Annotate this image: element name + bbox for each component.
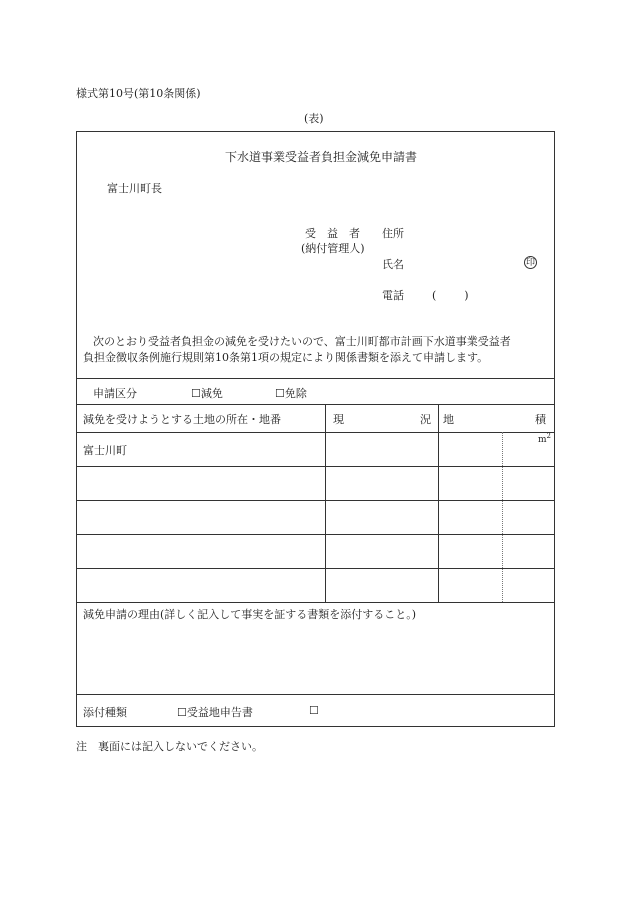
attachment-declaration-checkbox[interactable]: ☐受益地申告書	[177, 706, 253, 719]
address-label: 住所	[382, 227, 404, 240]
category-reduction-checkbox[interactable]: ☐減免	[191, 387, 223, 400]
front-label: (表)	[304, 112, 324, 125]
col-area-header-a: 地	[443, 413, 454, 426]
phone-parens: ( )	[432, 289, 471, 302]
role-label: 受 益 者	[305, 227, 360, 240]
attachment-label: 添付種類	[83, 706, 127, 719]
col-area-header-b: 積	[535, 413, 546, 426]
col-status-header-a: 現	[333, 413, 344, 426]
body-text-line-1: 次のとおり受益者負担金の減免を受けたいので、富士川町都市計画下水道事業受益者	[93, 335, 511, 348]
col-location-header: 減免を受けようとする土地の所在・地番	[83, 413, 281, 426]
role-sublabel: (納付管理人)	[301, 242, 365, 255]
form-title: 下水道事業受益者負担金減免申請書	[225, 150, 418, 164]
col-status-header-b: 況	[420, 413, 431, 426]
seal-mark-icon: 印	[525, 258, 535, 268]
form-number: 様式第10号(第10条関係)	[76, 87, 201, 100]
name-label: 氏名	[382, 258, 404, 271]
attachment-other-checkbox[interactable]: ☐	[309, 704, 319, 717]
addressee: 富士川町長	[107, 182, 162, 195]
footer-note: 注 裏面には記入しないでください。	[76, 740, 263, 753]
category-label: 申請区分	[93, 387, 137, 400]
reason-label: 減免申請の理由(詳しく記入して事実を証する書類を添付すること。)	[83, 608, 417, 621]
category-exemption-checkbox[interactable]: ☐免除	[275, 387, 307, 400]
body-text-line-2: 負担金徴収条例施行規則第10条第1項の規定により関係書類を添えて申請します。	[83, 351, 489, 364]
phone-label: 電話	[382, 289, 404, 302]
area-unit: $m^2$	[538, 432, 552, 445]
table-row-1-location[interactable]: 富士川町	[83, 444, 127, 457]
application-form	[76, 131, 555, 727]
